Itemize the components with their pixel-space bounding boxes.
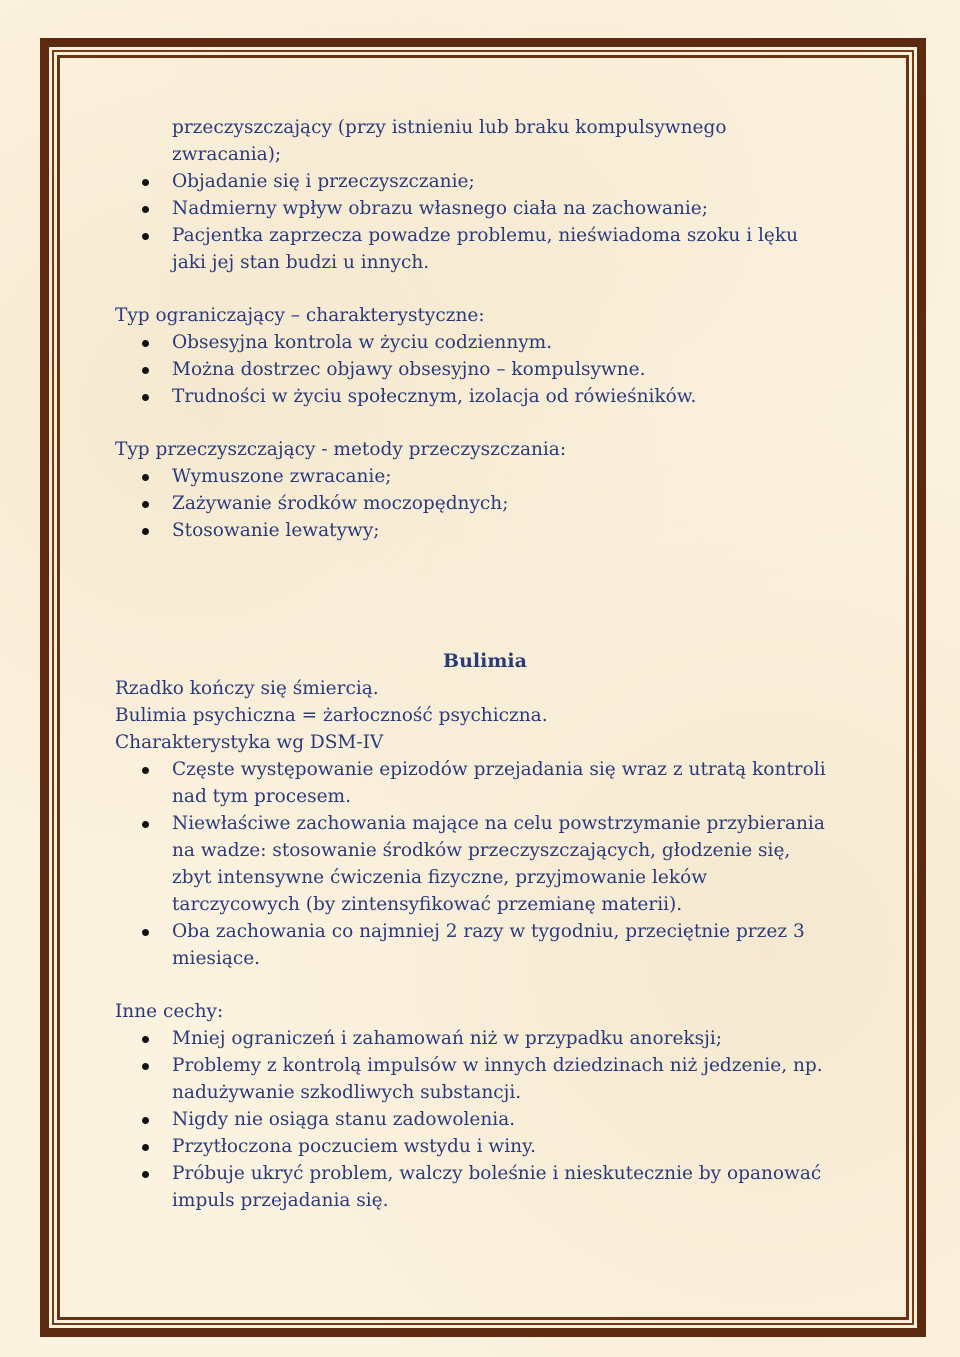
text-line: Oba zachowania co najmniej 2 razy w tygodniu, przeciętnie przez 3 [172,921,805,942]
bullet-icon [142,233,149,240]
bullet-icon [142,821,149,828]
list-item [115,222,855,276]
list-item [115,1160,855,1214]
intro-list [115,168,855,276]
bullet-icon [142,1036,149,1043]
list-item [115,810,855,918]
section-title: Typ przeczyszczający - metody przeczyszczania: [115,439,567,460]
text-line: Częste występowanie epizodów przejadania się wraz z utratą kontroli [172,759,826,780]
intro-continuation [115,114,855,168]
bullet-icon [142,1063,149,1070]
list-item [115,918,855,972]
text-line: miesiące. [172,948,261,969]
text-line: Pacjentka zaprzecza powadze problemu, nieświadoma szoku i lęku [172,225,799,246]
bullet-icon [142,340,149,347]
text-line: nadużywanie szkodliwych substancji. [172,1082,522,1103]
bulimia-heading: Bulimia [443,650,527,672]
list-item [115,195,855,222]
text-line: Można dostrzec objawy obsesyjno – kompulsywne. [172,359,646,380]
dsm-criteria-list [115,756,855,972]
text-line: Objadanie się i przeczyszczanie; [172,171,475,192]
other-traits-list [115,1025,855,1214]
text-line: tarczycowych (by zintensyfikować przemianę materii). [172,894,683,915]
text-line: Niewłaściwe zachowania mające na celu powstrzymanie przybierania [172,813,825,834]
list-item [115,1133,855,1160]
section-title: Typ ograniczający – charakterystyczne: [115,305,485,326]
text-line: Problemy z kontrolą impulsów w innych dziedzinach niż jedzenie, np. [172,1055,823,1076]
text-line: przeczyszczający (przy istnieniu lub braku kompulsywnego [172,117,727,138]
text-line: Trudności w życiu społecznym, izolacja od rówieśników. [172,386,697,407]
text-line: Zażywanie środków moczopędnych; [172,493,509,514]
text-line: na wadze: stosowanie środków przeczyszczających, głodzenie się, [172,840,791,861]
document-content [115,114,855,1214]
text-line: Mniej ograniczeń i zahamowań niż w przypadku anoreksji; [172,1028,722,1049]
list-item [115,490,855,517]
text-line: Charakterystyka wg DSM-IV [115,732,384,753]
text-line: Nadmierny wpływ obrazu własnego ciała na zachowanie; [172,198,708,219]
list-item [115,383,855,410]
text-line: nad tym procesem. [172,786,351,807]
text-line: Bulimia psychiczna = żarłoczność psychiczna. [115,705,548,726]
bullet-icon [142,179,149,186]
bullet-icon [142,1171,149,1178]
section-title: Inne cechy: [115,1001,224,1022]
bullet-icon [142,929,149,936]
text-line: Wymuszone zwracanie; [172,466,392,487]
text-line: zbyt intensywne ćwiczenia fizyczne, przyjmowanie leków [172,867,708,888]
list-item [115,329,855,356]
bullet-icon [142,367,149,374]
text-line: jaki jej stan budzi u innych. [172,252,430,273]
text-line: impuls przejadania się. [172,1190,389,1211]
list-item [115,463,855,490]
bullet-icon [142,1144,149,1151]
list-item [115,756,855,810]
bullet-icon [142,767,149,774]
list-item [115,1106,855,1133]
purging-list [115,463,855,544]
bullet-icon [142,501,149,508]
bullet-icon [142,394,149,401]
list-item [115,356,855,383]
list-item [115,1025,855,1052]
text-line: Obsesyjna kontrola w życiu codziennym. [172,332,553,353]
list-item [115,517,855,544]
bullet-icon [142,206,149,213]
text-line: Nigdy nie osiąga stanu zadowolenia. [172,1109,516,1130]
text-line: zwracania); [172,144,282,165]
text-line: Próbuje ukryć problem, walczy boleśnie i nieskutecznie by opanować [172,1163,822,1184]
text-line: Stosowanie lewatywy; [172,520,380,541]
restrictive-list [115,329,855,410]
text-line: Przytłoczona poczuciem wstydu i winy. [172,1136,536,1157]
text-line: Rzadko kończy się śmiercią. [115,678,379,699]
list-item [115,1052,855,1106]
list-item [115,168,855,195]
bullet-icon [142,474,149,481]
bullet-icon [142,528,149,535]
bullet-icon [142,1117,149,1124]
